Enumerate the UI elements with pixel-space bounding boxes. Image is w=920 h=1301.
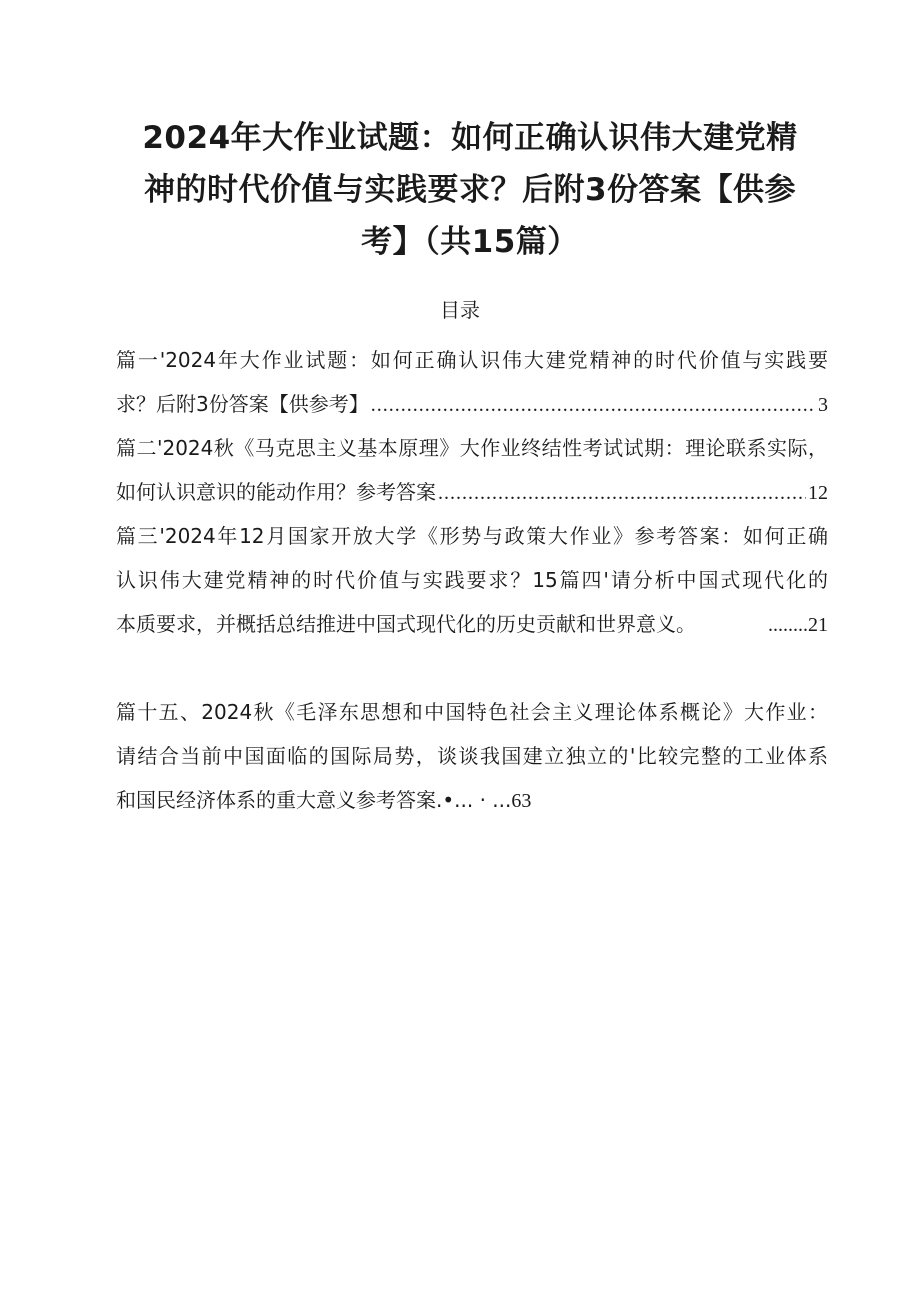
title-line-2: 神的时代价值与实践要求？后附3份答案【供参 [143, 172, 797, 208]
toc-entry-1-text: 求？后附3份答案【供参考】 [116, 392, 369, 416]
toc-entry-3-page: 21 [808, 614, 828, 636]
toc-entry-1[interactable] [116, 338, 828, 426]
toc-entry-15-line-3 [116, 778, 828, 822]
toc-entry-3-line-1: 篇三'2024年12月国家开放大学《形势与政策大作业》参考答案：如何正确 [116, 524, 828, 548]
toc-entry-15-text: 和国民经济体系的重大意义参考答案.•... · ... [116, 788, 512, 812]
toc-entry-3[interactable] [116, 514, 828, 646]
toc-entry-3-line-3 [116, 602, 828, 646]
toc-entry-15[interactable] [116, 690, 828, 822]
dot-leader [371, 383, 816, 426]
table-of-contents-continued [116, 690, 828, 822]
toc-entry-1-line-1: 篇一'2024年大作业试题：如何正确认识伟大建党精神的时代价值与实践要 [116, 348, 828, 372]
toc-entry-1-line-2 [116, 382, 828, 426]
toc-entry-2-text: 如何认识意识的能动作用？参考答案 [116, 480, 436, 504]
toc-entry-2[interactable] [116, 426, 828, 514]
toc-entry-3-line-2: 认识伟大建党精神的时代价值与实践要求？15篇四'请分析中国式现代化的 [116, 568, 828, 592]
toc-entry-15-page: 63 [511, 790, 532, 812]
toc-entry-3-leader: ........ [768, 614, 808, 636]
toc-entry-2-page: 12 [808, 482, 828, 504]
toc-entry-1-page: 3 [818, 394, 828, 416]
title-line-1: 2024年大作业试题：如何正确认识伟大建党精 [142, 120, 798, 156]
toc-entry-15-line-1: 篇十五、2024秋《毛泽东思想和中国特色社会主义理论体系概论》大作业： [116, 700, 828, 724]
toc-entry-15-line-2: 请结合当前中国面临的国际局势，谈谈我国建立独立的'比较完整的工业体系 [116, 744, 828, 768]
title-line-3: 考】（共15篇） [361, 224, 579, 260]
toc-entry-3-text: 本质要求，并概括总结推进中国式现代化的历史贡献和世界意义。 [116, 612, 696, 636]
document-title [120, 112, 820, 268]
toc-heading: 目录 [440, 298, 480, 322]
toc-entry-2-line-2 [116, 470, 828, 514]
table-of-contents [116, 338, 828, 646]
dot-leader [438, 471, 806, 514]
toc-entry-2-line-1: 篇二'2024秋《马克思主义基本原理》大作业终结性考试试期：理论联系实际， [116, 436, 828, 460]
